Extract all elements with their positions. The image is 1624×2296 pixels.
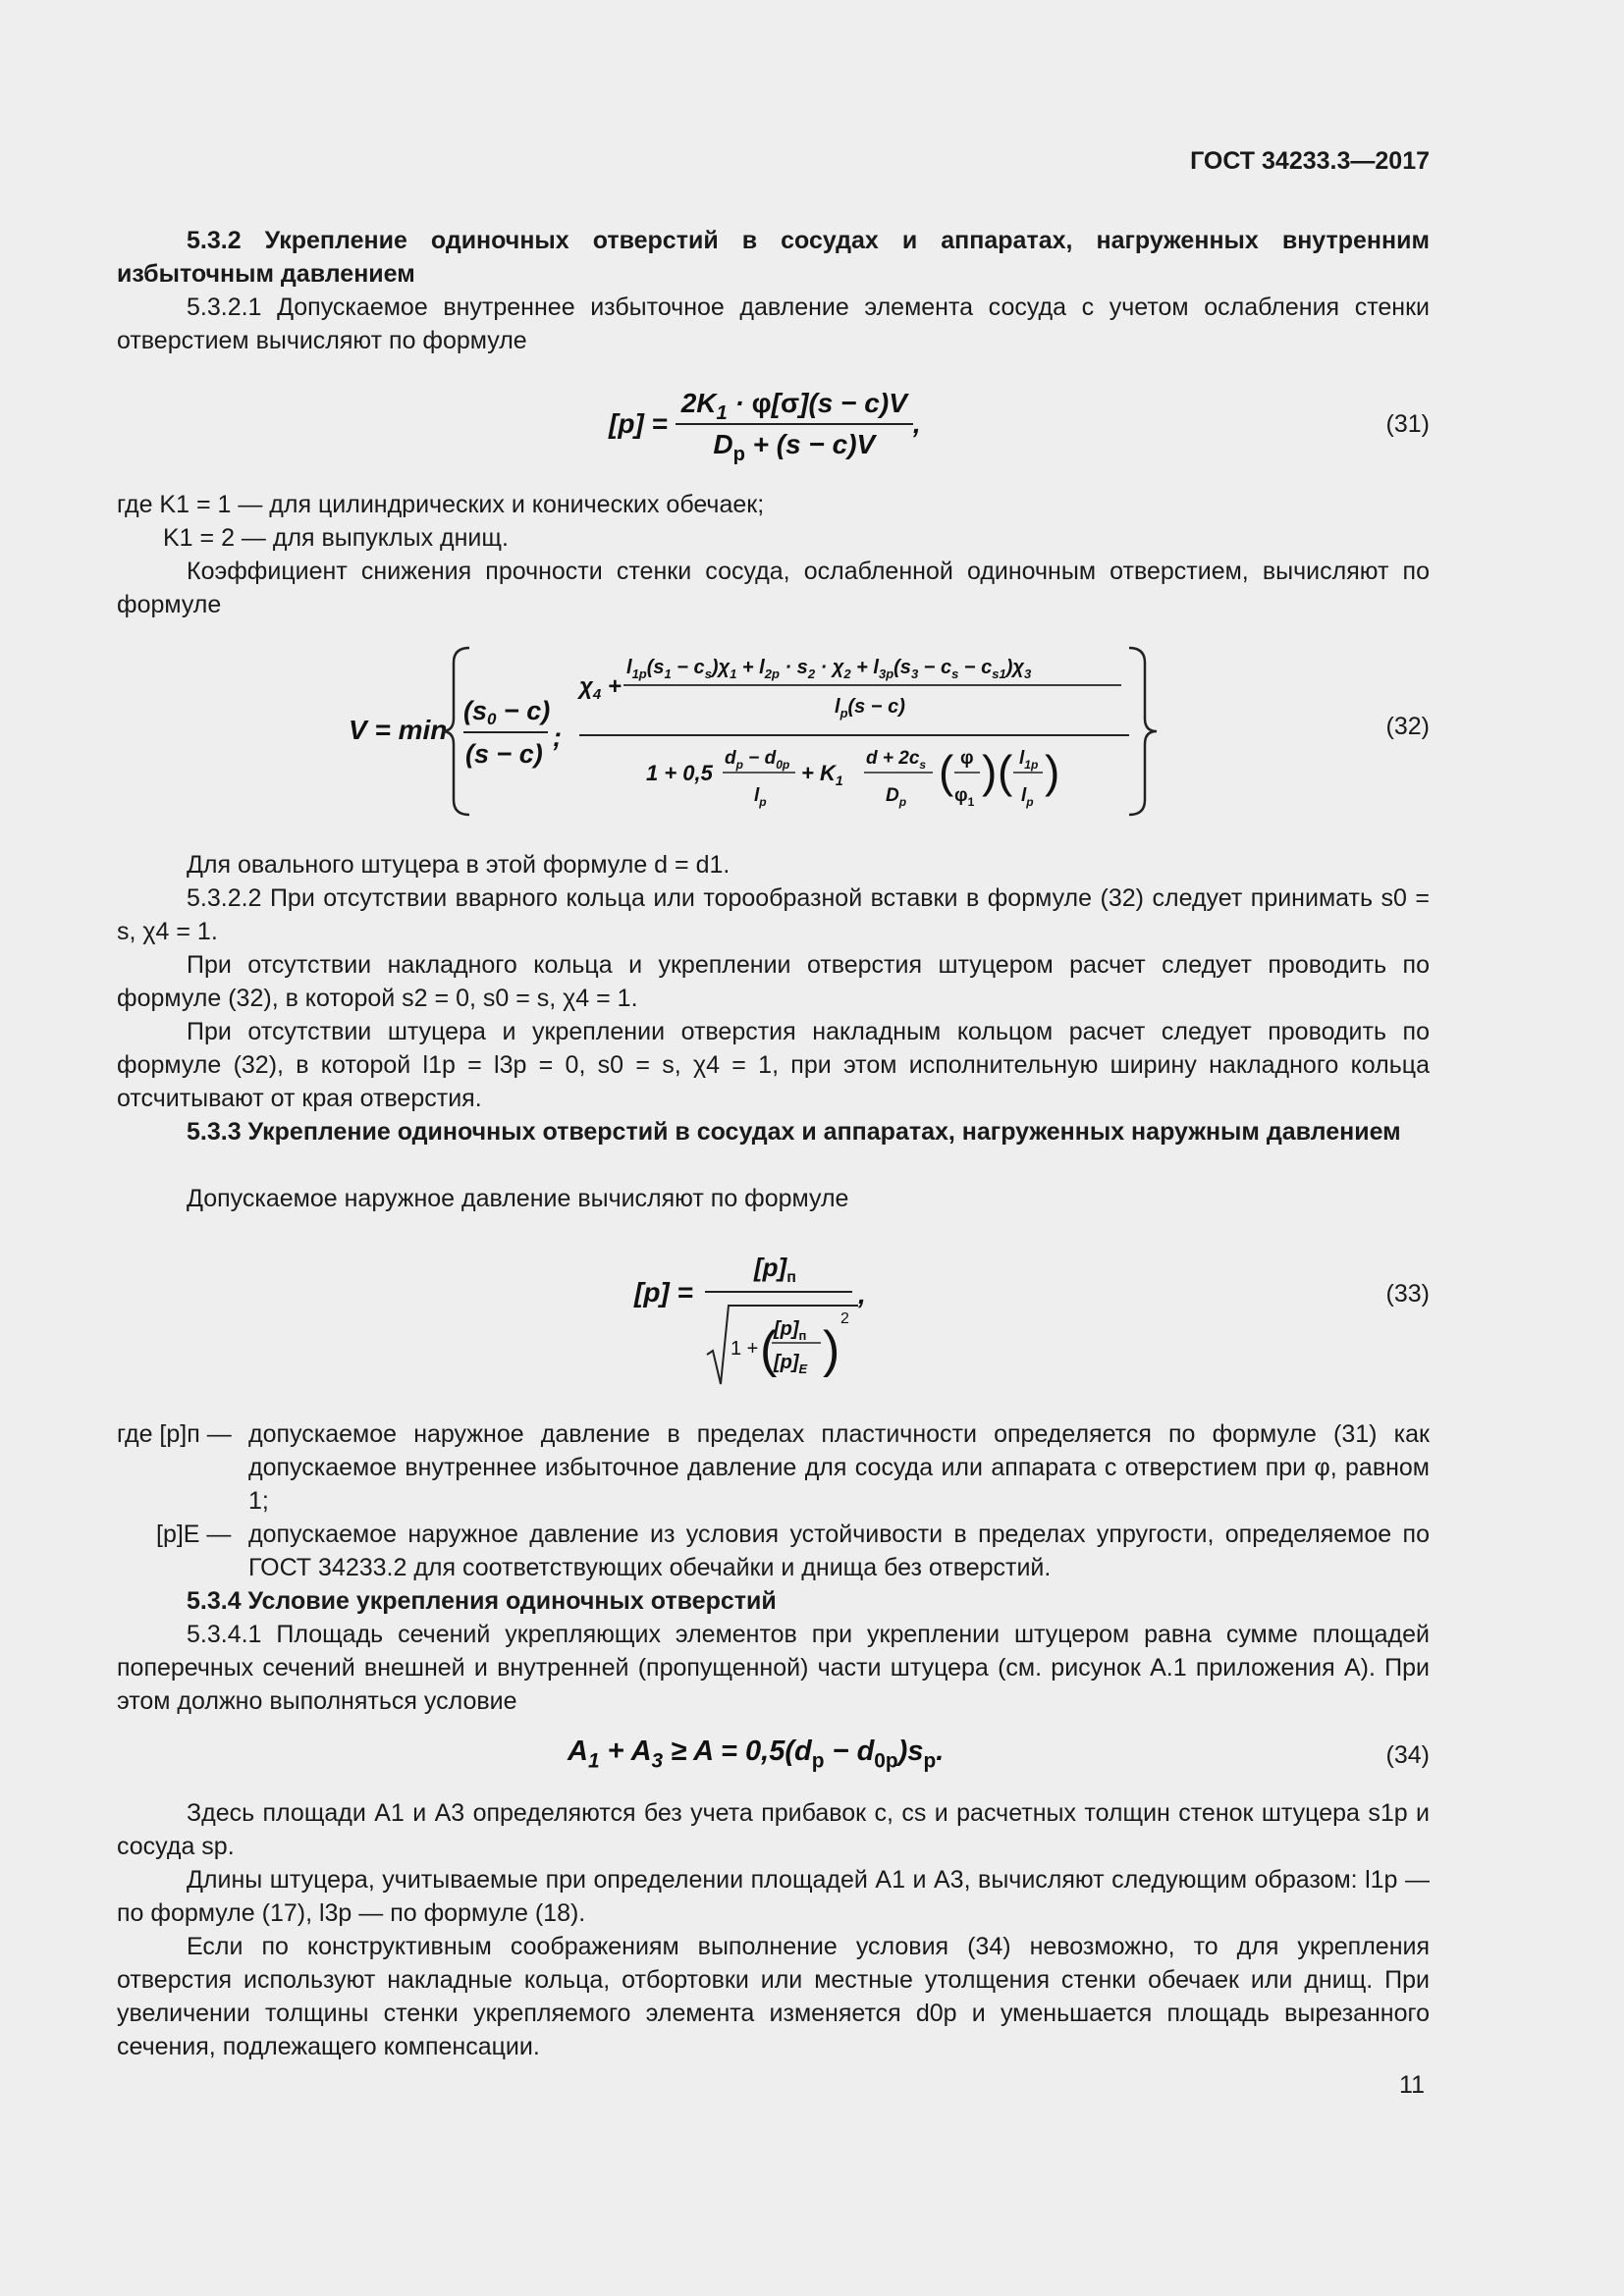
section-heading-5-3-3: 5.3.3 Укрепление одиночных отверстий в сосудах и аппаратах, нагруженных наружным давлением	[187, 1118, 1401, 1146]
equation-number-31: (31)	[1385, 410, 1430, 438]
paragraph-5-3-4-1: 5.3.4.1 Площадь сечений укрепляющих элементов при укреплении штуцером равна сумме площадей поперечных сечений внешней и внутренней (пропущенной) части штуцера (см. рисунок А.1 приложения А). При этом должно выполняться условие	[117, 1621, 1430, 1715]
definition-list	[117, 1417, 1430, 1584]
svg-text:l1p(s1 − cs)χ1 + l2p · s2 · χ2: $l_{1p}(s_1 - c_s)\chi_1 + l_{2p} \cdot s_2 \cdot \chi_2 + l_{3p}(s_3 - c_s - c_{s1})\chi_3$	[626, 657, 1032, 681]
svg-text:(s − c): (s − c)	[465, 739, 543, 769]
svg-text:lp: $l_p$	[754, 785, 767, 809]
svg-text:1 + 0,5: 1 + 0,5	[646, 761, 713, 785]
svg-text:+ K1: + $K_1$	[801, 761, 843, 788]
formula-32	[344, 638, 1159, 825]
oval-nozzle-note: Для овального штуцера в этой формуле d = d1.	[187, 851, 731, 879]
svg-text:): )	[1045, 746, 1060, 797]
paragraph-no-nozzle: При отсутствии штуцера и укреплении отверстия накладным кольцом расчет следует проводить по формуле (32), в которой l1p = l3p = 0, s0 = s, χ4 = 1, при этом исполнительную ширину накладного кольца отсчитывают от края отверстия.	[117, 1018, 1430, 1112]
svg-text:V = min: V = min	[349, 715, 448, 745]
svg-text:,: ,	[858, 1279, 866, 1309]
svg-text:2: 2	[840, 1310, 849, 1327]
svg-text:χ4 +: $\chi_4$ +	[579, 673, 622, 703]
formula-34: $A_1 + A_3 \ge A = 0,5(d_p - d_{0p})s_p$.	[568, 1735, 945, 1773]
svg-text:(s0 − c): (s0 − c)	[463, 696, 551, 728]
definition-term: [p]E —	[156, 1521, 232, 1548]
paragraph-areas: Здесь площади A1 и A3 определяются без учета прибавок c, cs и расчетных толщин стенок штуцера s1p и сосуда sp.	[117, 1799, 1430, 1860]
svg-text:(: (	[939, 746, 954, 797]
document-header: ГОСТ 34233.3—2017	[1190, 147, 1430, 175]
svg-text:l1p: $l_{1p}$	[1019, 748, 1039, 772]
svg-text:;: ;	[553, 722, 562, 752]
definition-term: где [p]п —	[117, 1420, 232, 1448]
equation-number-32: (32)	[1385, 713, 1430, 740]
paragraph-5-3-3: Допускаемое наружное давление вычисляют по формуле	[187, 1185, 849, 1212]
svg-text:d + 2cs: $d + 2c_s$	[866, 748, 927, 772]
definition-text: допускаемое наружное давление из условия устойчивости в пределах упругости, определяемое по ГОСТ 34233.2 для соответствующих обечайки и днища без отверстий.	[248, 1521, 1430, 1581]
paragraph-nozzle-lengths: Длины штуцера, учитываемые при определении площадей A1 и A3, вычисляют следующим образом: l1p — по формуле (17), l3p — по формуле (18).	[117, 1866, 1430, 1927]
formula-33	[628, 1247, 874, 1394]
where-k1-line: где K1 = 1 — для цилиндрических и конических обечаек;	[117, 491, 765, 518]
page-number: 11	[1399, 2071, 1425, 2099]
svg-text:): )	[823, 1321, 840, 1378]
svg-text:[p]п: $[p]_п$	[754, 1253, 796, 1286]
section-heading-5-3-2: 5.3.2 Укрепление одиночных отверстий в сосудах и аппаратах, нагруженных внутренним избыточным давлением	[117, 227, 1430, 288]
svg-text:lp(s − c): $l_p(s - c)$	[835, 696, 905, 721]
svg-text:[p]п: $[p]_п$	[774, 1318, 807, 1343]
svg-text:Dp: $D_p$	[886, 785, 907, 809]
k1-convex-line: K1 = 2 — для выпуклых днищ.	[163, 524, 509, 552]
svg-text:dp − d0p: $d_p - d_{0p}$	[725, 748, 790, 772]
equation-number-33: (33)	[1385, 1280, 1430, 1308]
formula-31: [p] = $\frac{2K_1 \cdot \varphi[\sigma](s - c)V}{D_p + (s - c)V}$ ,	[609, 388, 921, 466]
definition-p-elastic	[117, 1518, 1430, 1584]
coefficient-paragraph: Коэффициент снижения прочности стенки сосуда, ослабленной одиночным отверстием, вычисляют по формуле	[117, 558, 1430, 618]
svg-text:φ: φ	[960, 748, 974, 769]
paragraph-reinforcement: Если по конструктивным соображениям выполнение условия (34) невозможно, то для укрепления отверстия используют накладные кольца, отбортовки или местные утолщения стенки обечаек или днищ. При увеличении толщины стенки укрепляемого элемента изменяется d0p и уменьшается площадь вырезанного сечения, подлежащего компенсации.	[117, 1933, 1430, 2060]
definition-text: допускаемое наружное давление в пределах пластичности определяется по формуле (31) как допускаемое внутреннее избыточное давление для сосуда или аппарата с отверстием при φ, равном 1;	[248, 1420, 1430, 1515]
svg-text:(: (	[998, 746, 1013, 797]
equation-number-34: (34)	[1385, 1741, 1430, 1769]
paragraph-no-pad-ring: При отсутствии накладного кольца и укреплении отверстия штуцером расчет следует проводить по формуле (32), в которой s2 = 0, s0 = s, χ4 = 1.	[117, 951, 1430, 1012]
paragraph-5-3-2-1: 5.3.2.1 Допускаемое внутреннее избыточное давление элемента сосуда с учетом ослабления стенки отверстием вычисляют по формуле	[117, 294, 1430, 354]
definition-p-plastic	[117, 1417, 1430, 1518]
svg-text:lp: $l_p$	[1021, 785, 1034, 809]
svg-text:[p]E: $[p]_E$	[774, 1352, 808, 1376]
svg-text:1 +: 1 +	[731, 1338, 759, 1360]
svg-text:(: (	[760, 1321, 778, 1378]
paragraph-5-3-2-2: 5.3.2.2 При отсутствии вварного кольца или торообразной вставки в формуле (32) следует принимать s0 = s, χ4 = 1.	[117, 884, 1430, 945]
svg-text:φ1: $\varphi_1$	[954, 785, 975, 809]
svg-text:): )	[982, 746, 998, 797]
section-heading-5-3-4: 5.3.4 Условие укрепления одиночных отверстий	[187, 1587, 777, 1615]
svg-text:[p] =: [p] =	[634, 1277, 693, 1308]
